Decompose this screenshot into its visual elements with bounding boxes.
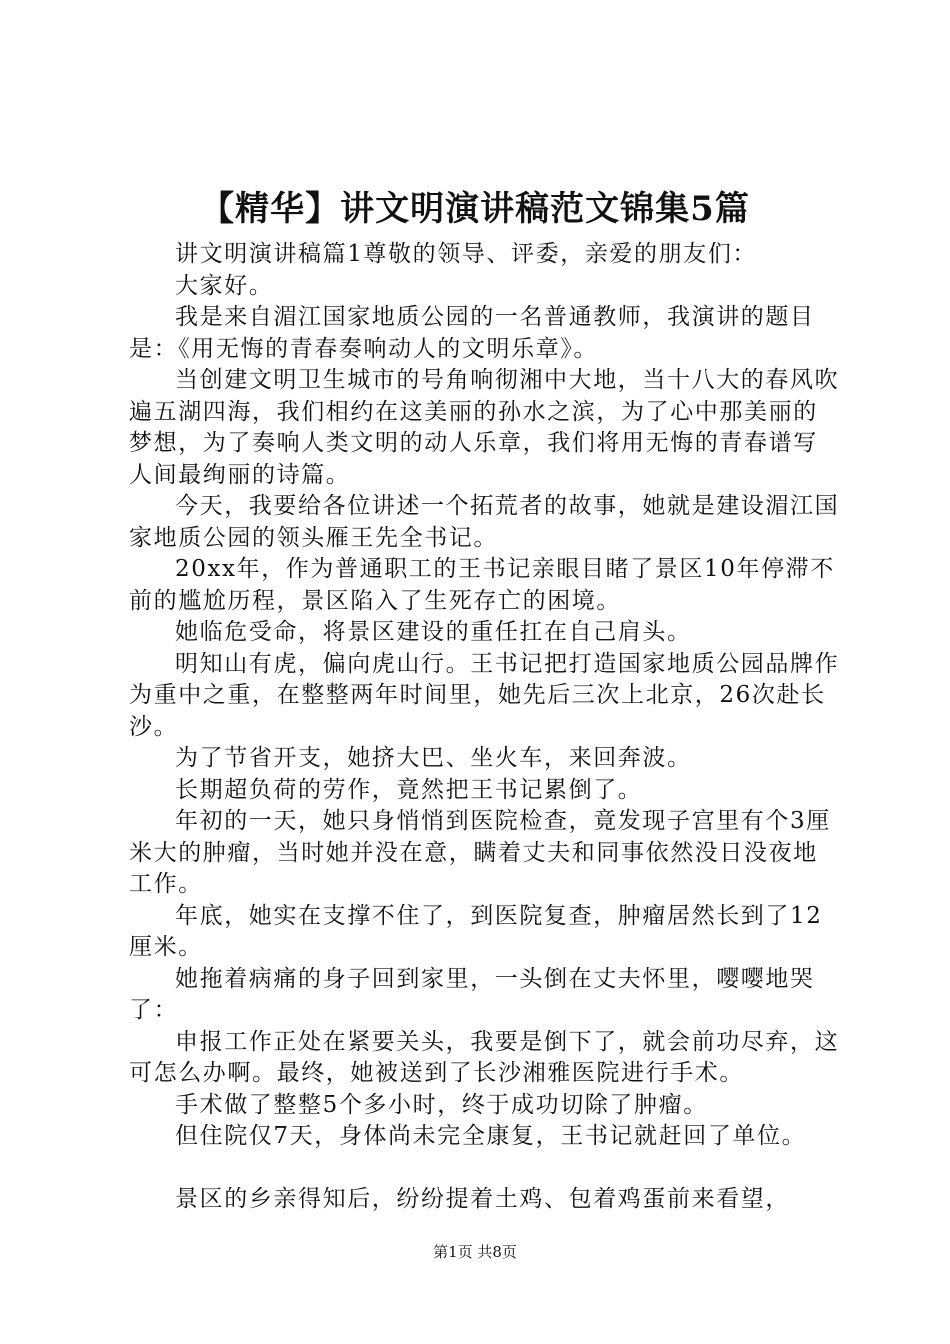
paragraph-1: 讲文明演讲稿篇1尊敬的领导、评委，亲爱的朋友们： — [175, 241, 758, 267]
paragraph-2: 大家好。 — [175, 272, 274, 299]
paragraph-4: 当创建文明卫生城市的号角响彻湘中大地，当十八大的春风吹遍五湖四海，我们相约在这美丽的孙水之滨，为了心中那美丽的梦想，为了奏响人类文明的动人乐章，我们将用无悔的青春谱写人间最绚丽的诗篇。 — [129, 367, 840, 488]
page-footer: 第1页 共8页 — [433, 1243, 517, 1261]
paragraph-5: 今天，我要给各位讲述一个拓荒者的故事，她就是建设湄江国家地质公园的领头雁王先全书记。 — [129, 493, 840, 551]
paragraph-13: 她拖着病痛的身子回到家里，一头倒在丈夫怀里，嘤嘤地哭了： — [129, 965, 815, 1023]
paragraph-15: 手术做了整整5个多小时，终于成功切除了肿瘤。 — [175, 1091, 708, 1118]
paragraph-14: 申报工作正处在紧要关头，我要是倒下了，就会前功尽弃，这可怎么办啊。最终，她被送到了长沙湘雅医院进行手术。 — [129, 1028, 840, 1086]
document-title: 【精华】讲文明演讲稿范文锦集5篇 — [200, 189, 750, 229]
paragraph-3: 我是来自湄江国家地质公园的一名普通教师，我演讲的题目是：《用无悔的青春奏响动人的文明乐章》。 — [129, 304, 815, 362]
paragraph-17: 景区的乡亲得知后，纷纷提着土鸡、包着鸡蛋前来看望， — [175, 1186, 790, 1212]
paragraph-11: 年初的一天，她只身悄悄到医院检查，竟发现子宫里有个3厘米大的肿瘤，当时她并没在意，瞒着丈夫和同事依然没日没夜地工作。 — [129, 808, 831, 897]
paragraph-12: 年底，她实在支撑不住了，到医院复查，肿瘤居然长到了12厘米。 — [129, 902, 823, 960]
paragraph-6: 20xx年，作为普通职工的王书记亲眼目睹了景区10年停滞不前的尴尬历程，景区陷入了生死存亡的困境。 — [129, 556, 835, 614]
paragraph-16: 但住院仅7天，身体尚未完全康复，王书记就赶回了单位。 — [175, 1123, 807, 1149]
paragraph-9: 为了节省开支，她挤大巴、坐火车，来回奔波。 — [175, 745, 692, 771]
paragraph-7: 她临危受命，将景区建设的重任扛在自己肩头。 — [175, 619, 692, 645]
document-body — [129, 239, 841, 1216]
paragraph-8: 明知山有虎，偏向虎山行。王书记把打造国家地质公园品牌作为重中之重，在整整两年时间里，她先后三次上北京，26次赴长沙。 — [129, 650, 840, 740]
paragraph-10: 长期超负荷的劳作，竟然把王书记累倒了。 — [175, 776, 643, 803]
